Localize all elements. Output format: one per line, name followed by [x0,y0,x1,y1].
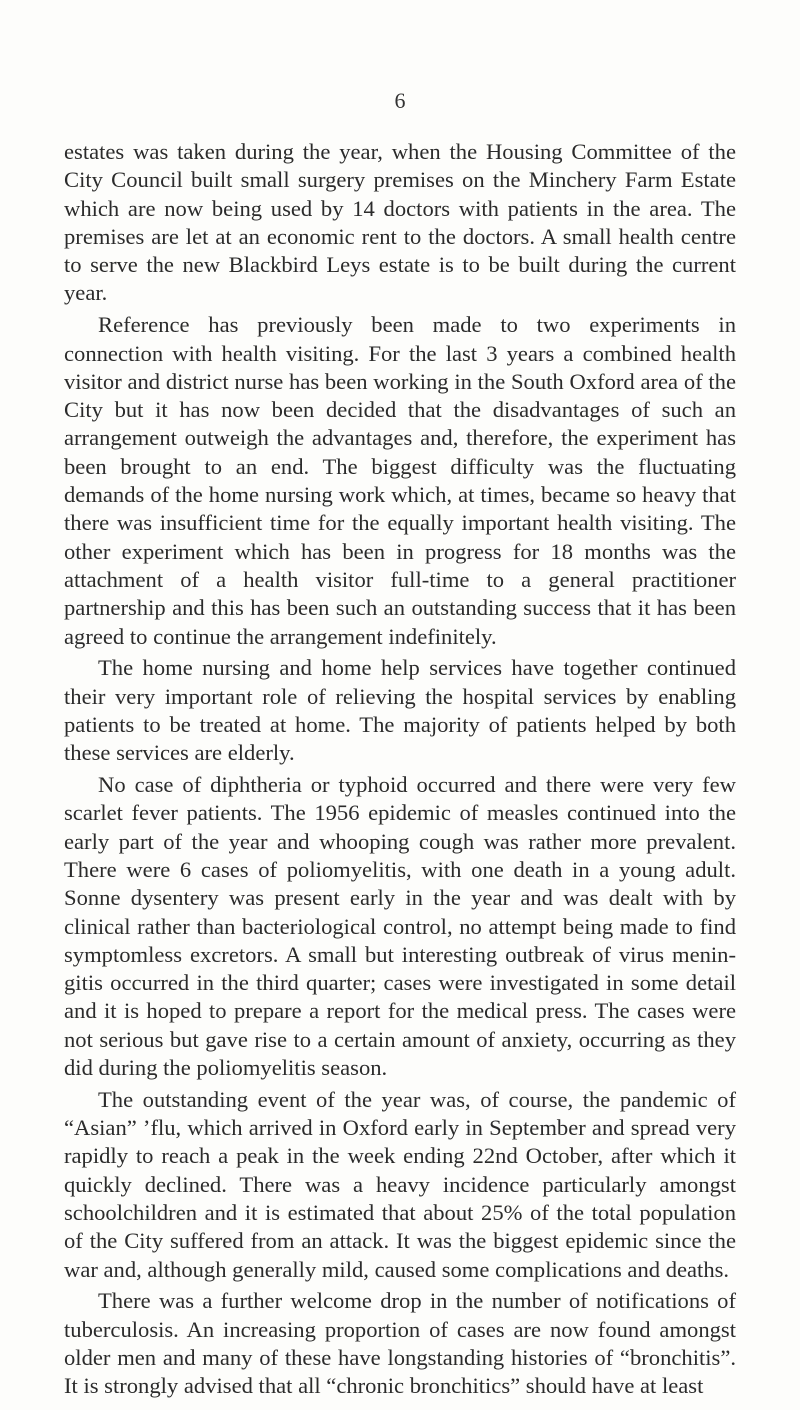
body-text [64,138,736,1404]
page-number: 6 [394,88,406,113]
paragraph-asian-flu: The outstanding event of the year was, of course, the pandemic of “Asian” ’flu, which arrived in Oxford early in September and spread very rapidly to reach a peak in the week ending 22nd October, after which it quickly declined. There was a heavy incidence particularly amongst schoolchildren and it is estimated that about 25% of the total population of the City suffered from an attack. It was the biggest epidemic since the war and, although generally mild, caused some complications and deaths. [64,1086,736,1282]
paragraph-home-nursing: The home nursing and home help services have together continued their very important role of relieving the hospital services by enabling patients to be treated at home. The majority of patients helped by both these services are elderly. [64,655,736,766]
paragraph-infectious-diseases: No case of diphtheria or typhoid occurred and there were very few scarlet fever patients. The 1956 epidemic of measles continued into the early part of the year and whooping cough was rather more prevalent. There were 6 cases of poliomyelitis, with one death in a young adult. Sonne dysentery was present early in the year and was dealt with by clinical rather than bacteriological control, no attempt being made to find symptomless excretors. A small but interesting outbreak of virus meningitis occurred in the third quarter; cases were investigated in some detail and it is hoped to prepare a report for the medical press. The cases were not serious but gave rise to a certain amount of anxiety, occurring as they did during the poliomyelitis season. [64,772,736,1080]
paragraph-health-visiting: Reference has previously been made to two experiments in connection with health visiting. For the last 3 years a combined health visitor and district nurse has been working in the South Oxford area of the City but it has now been decided that the disadvantages of such an arrangement outweigh the advantages and, therefore, the experiment has been brought to an end. The biggest difficulty was the fluctuating demands of the home nursing work which, at times, became so heavy that there was insufficient time for the equally important health visiting. The other experiment which has been in progress for 18 months was the attachment of a health visitor full-time to a general practitioner partnership and this has been such an outstanding success that it has been agreed to continue the arrangement indefinitely. [64,312,736,649]
paragraph-tuberculosis: There was a further welcome drop in the number of notifications of tuberculosis. An increasing proportion of cases are now found amongst older men and many of these have longstanding histories of “bronchitis”. It is strongly advised that all “chronic bronchitics” should have at least [64,1288,736,1399]
paragraph-continued: estates was taken during the year, when the Housing Committee of the City Council built small surgery premises on the Minchery Farm Estate which are now being used by 14 doctors with patients in the area. The premises are let at an economic rent to the doctors. A small health centre to serve the new Blackbird Leys estate is to be built during the current year. [64,139,736,306]
